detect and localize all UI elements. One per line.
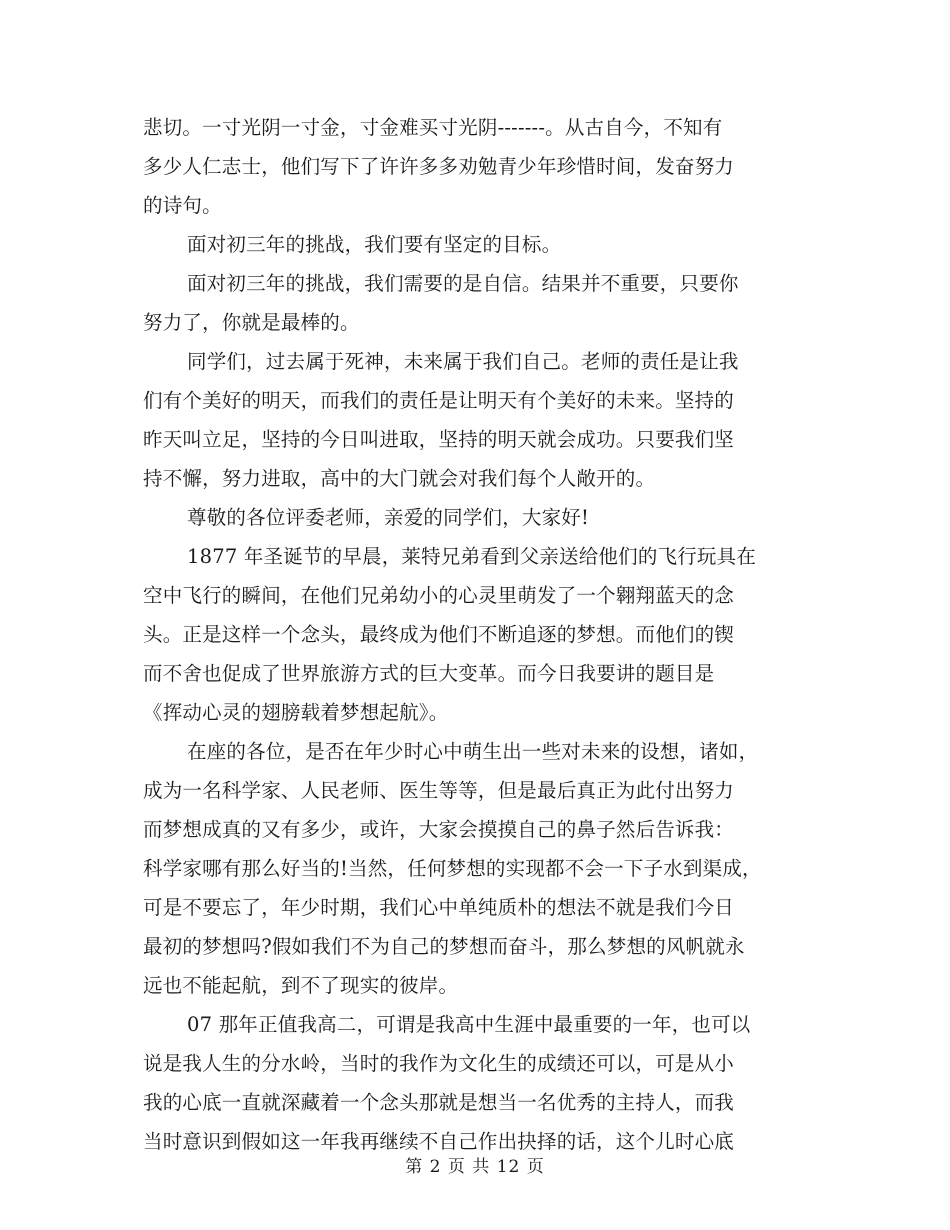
text-line: 多少人仁志士，他们写下了许许多多劝勉青少年珍惜时间，发奋努力 — [143, 155, 735, 178]
text-line: 说是我人生的分水岭，当时的我作为文化生的成绩还可以，可是从小 — [143, 1052, 735, 1075]
text-line: 的诗句。 — [143, 194, 222, 217]
text-line: 而梦想成真的又有多少，或许，大家会摸摸自己的鼻子然后告诉我： — [143, 818, 735, 841]
text-line: 持不懈，努力进取，高中的大门就会对我们每个人敞开的。 — [143, 467, 656, 490]
text-line: 同学们，过去属于死神，未来属于我们自己。老师的责任是让我 — [187, 350, 739, 373]
text-line: 在座的各位，是否在年少时心中萌生出一些对未来的设想，诸如， — [187, 740, 759, 763]
text-line: 昨天叫立足，坚持的今日叫进取，坚持的明天就会成功。只要我们坚 — [143, 428, 735, 451]
text-line: 《挥动心灵的翅膀载着梦想起航》。 — [143, 701, 449, 724]
text-line: 面对初三年的挑战，我们要有坚定的目标。 — [187, 233, 562, 256]
paragraph — [143, 225, 813, 264]
paragraph — [143, 1005, 813, 1161]
text-line: 成为一名科学家、人民老师、医生等等，但是最后真正为此付出努力 — [143, 779, 735, 802]
text-line: 头。正是这样一个念头，最终成为他们不断追逐的梦想。而他们的锲 — [143, 623, 735, 646]
text-line: 空中飞行的瞬间，在他们兄弟幼小的心灵里萌发了一个翱翔蓝天的念 — [143, 584, 735, 607]
text-line: 07 那年正值我高二，可谓是我高中生涯中最重要的一年，也可以 — [187, 1013, 751, 1036]
text-line: 悲切。一寸光阴一寸金，寸金难买寸光阴-------。从古自今，不知有 — [143, 116, 723, 139]
paragraph — [143, 108, 813, 225]
text-line: 尊敬的各位评委老师，亲爱的同学们，大家好! — [187, 506, 590, 529]
document-body — [143, 108, 813, 1161]
paragraph — [143, 537, 813, 732]
text-line: 我的心底一直就深藏着一个念头那就是想当一名优秀的主持人，而我 — [143, 1091, 735, 1114]
text-line: 努力了，你就是最棒的。 — [143, 311, 360, 334]
paragraph — [143, 264, 813, 342]
text-line: 们有个美好的明天，而我们的责任是让明天有个美好的未来。坚持的 — [143, 389, 735, 412]
text-line: 而不舍也促成了世界旅游方式的巨大变革。而今日我要讲的题目是 — [143, 662, 715, 685]
text-line: 科学家哪有那么好当的!当然，任何梦想的实现都不会一下子水到渠成， — [143, 857, 762, 880]
paragraph — [143, 342, 813, 498]
page-footer: 第 2 页 共 12 页 — [405, 1157, 545, 1177]
paragraph — [143, 732, 813, 1005]
text-line: 可是不要忘了，年少时期，我们心中单纯质朴的想法不就是我们今日 — [143, 896, 735, 919]
text-line: 远也不能起航，到不了现实的彼岸。 — [143, 974, 459, 997]
text-line: 面对初三年的挑战，我们需要的是自信。结果并不重要，只要你 — [187, 272, 739, 295]
text-line: 1877 年圣诞节的早晨，莱特兄弟看到父亲送给他们的飞行玩具在 — [187, 545, 757, 568]
text-line: 当时意识到假如这一年我再继续不自己作出抉择的话，这个儿时心底 — [143, 1130, 735, 1153]
text-line: 最初的梦想吗?假如我们不为自己的梦想而奋斗，那么梦想的风帆就永 — [143, 935, 745, 958]
paragraph — [143, 498, 813, 537]
